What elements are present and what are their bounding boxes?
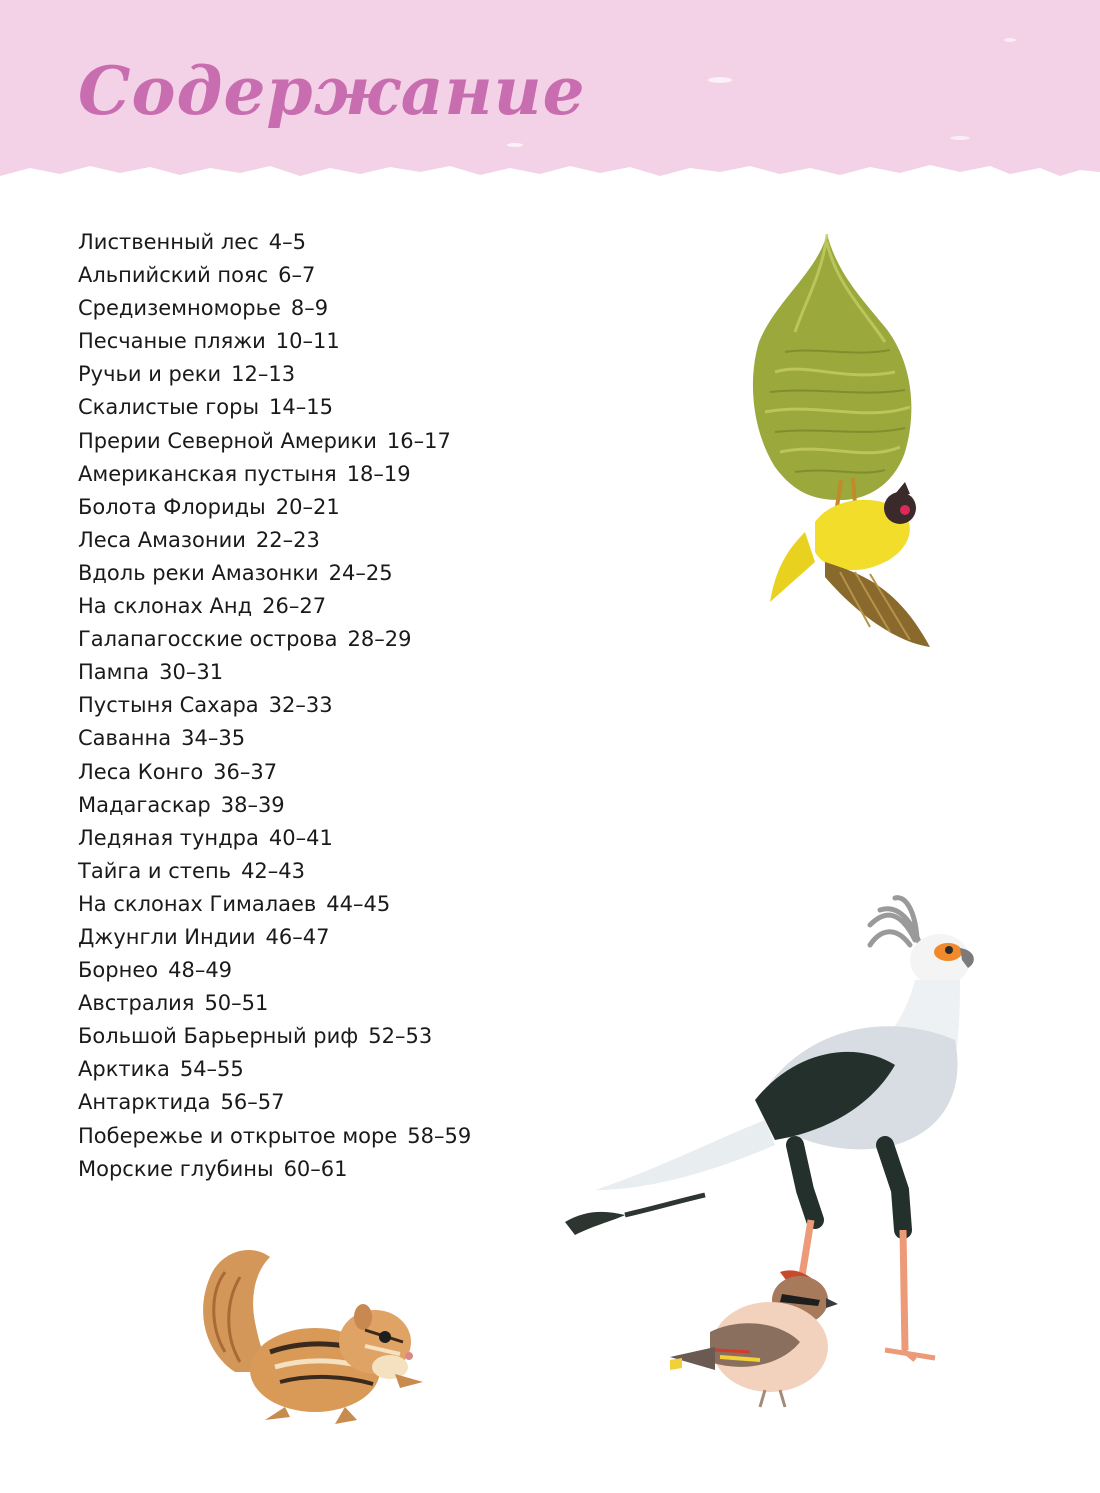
toc-item: [78, 855, 471, 888]
toc-item: [78, 888, 471, 921]
toc-item: [78, 822, 471, 855]
toc-item-title: Пампа: [78, 660, 150, 685]
toc-item-pages: 40–41: [268, 825, 333, 850]
toc-item-pages: 44–45: [326, 891, 391, 916]
toc-item: [78, 1153, 471, 1186]
toc-item: [78, 491, 471, 524]
toc-item-title: Американская пустыня: [78, 461, 337, 486]
toc-item-title: На склонах Гималаев: [78, 891, 317, 916]
toc-item-title: Тайга и степь: [78, 858, 232, 883]
toc-item-title: Арктика: [78, 1057, 170, 1082]
page-title: Содержание: [78, 52, 586, 130]
toc-item-title: Альпийский пояс: [78, 263, 269, 288]
toc-item-pages: 20–21: [275, 494, 340, 519]
toc-item-title: Песчаные пляжи: [78, 329, 266, 354]
toc-item: [78, 391, 471, 424]
toc-item: [78, 722, 471, 755]
toc-item-title: Средиземноморье: [78, 296, 281, 321]
toc-item: [78, 623, 471, 656]
toc-item-title: Болота Флориды: [78, 494, 266, 519]
toc-item-pages: 46–47: [265, 924, 330, 949]
toc-item-pages: 48–49: [168, 958, 233, 983]
toc-item-pages: 56–57: [220, 1090, 285, 1115]
toc-item: [78, 789, 471, 822]
toc-item-title: Лиственный лес: [78, 230, 259, 254]
toc-item-title: Морские глубины: [78, 1156, 274, 1181]
toc-item: [78, 1086, 471, 1119]
toc-item-pages: 12–13: [231, 362, 296, 387]
toc-item-title: Леса Конго: [78, 759, 204, 784]
toc-list: [78, 226, 471, 1186]
toc-item-title: Мадагаскар: [78, 792, 211, 817]
toc-item: [78, 987, 471, 1020]
toc-item: [78, 1053, 471, 1086]
toc-item-pages: 8–9: [290, 296, 329, 321]
toc-item-title: Австралия: [78, 991, 195, 1016]
toc-item: [78, 425, 471, 458]
toc-item: [78, 689, 471, 722]
toc-item-title: Прерии Северной Америки: [78, 428, 377, 453]
toc-item-pages: 18–19: [346, 461, 411, 486]
toc-item-title: На склонах Анд: [78, 594, 253, 619]
toc-item: [78, 226, 471, 259]
toc-item-title: Саванна: [78, 726, 172, 751]
toc-item-pages: 6–7: [278, 263, 316, 288]
toc-item-title: Пустыня Сахара: [78, 693, 259, 718]
toc-item-pages: 24–25: [328, 560, 393, 585]
toc-item-pages: 34–35: [181, 726, 246, 751]
toc-item-title: Побережье и открытое море: [78, 1123, 398, 1148]
toc-item-pages: 14–15: [269, 395, 333, 420]
toc-item-pages: 60–61: [283, 1156, 348, 1181]
toc-item-pages: 58–59: [407, 1123, 472, 1148]
toc-item-pages: 42–43: [241, 858, 306, 883]
toc-item-pages: 28–29: [347, 627, 412, 652]
toc-item: [78, 921, 471, 954]
toc-item-title: Леса Амазонии: [78, 527, 246, 552]
toc-item: [78, 358, 471, 391]
toc-item-pages: 22–23: [255, 527, 320, 552]
toc-item-pages: 38–39: [220, 792, 285, 817]
toc-item: [78, 259, 471, 292]
weaver-bird-nest-icon: [745, 232, 935, 652]
toc-item-title: Вдоль реки Амазонки: [78, 560, 319, 585]
toc-item-title: Джунгли Индии: [78, 924, 256, 949]
toc-item: [78, 458, 471, 491]
toc-item-pages: 50–51: [204, 991, 269, 1016]
toc-item-pages: 10–11: [275, 329, 340, 354]
toc-item-pages: 52–53: [368, 1024, 433, 1049]
waxwing-bird-icon: [670, 1262, 850, 1412]
toc-item-pages: 30–31: [159, 660, 224, 685]
toc-item: [78, 1120, 471, 1153]
toc-item: [78, 524, 471, 557]
toc-item-title: Антарктида: [78, 1090, 211, 1115]
toc-item: [78, 656, 471, 689]
toc-item-title: Борнео: [78, 958, 159, 983]
toc-item: [78, 590, 471, 623]
toc-item: [78, 1020, 471, 1053]
toc-item: [78, 557, 471, 590]
toc-item: [78, 756, 471, 789]
toc-item-pages: 54–55: [179, 1057, 244, 1082]
toc-item-title: Большой Барьерный риф: [78, 1024, 359, 1049]
toc-item-pages: 26–27: [262, 594, 327, 619]
toc-item-pages: 16–17: [386, 428, 451, 453]
toc-item-title: Ручьи и реки: [78, 362, 222, 387]
toc-item: [78, 954, 471, 987]
toc-item-pages: 32–33: [268, 693, 333, 718]
toc-item-pages: 4–5: [268, 230, 307, 254]
chipmunk-icon: [195, 1242, 435, 1432]
toc-item: [78, 325, 471, 358]
toc-item: [78, 292, 471, 325]
toc-item-title: Скалистые горы: [78, 395, 260, 420]
toc-item-title: Галапагосские острова: [78, 627, 338, 652]
toc-item-pages: 36–37: [213, 759, 278, 784]
toc-item-title: Ледяная тундра: [78, 825, 259, 850]
